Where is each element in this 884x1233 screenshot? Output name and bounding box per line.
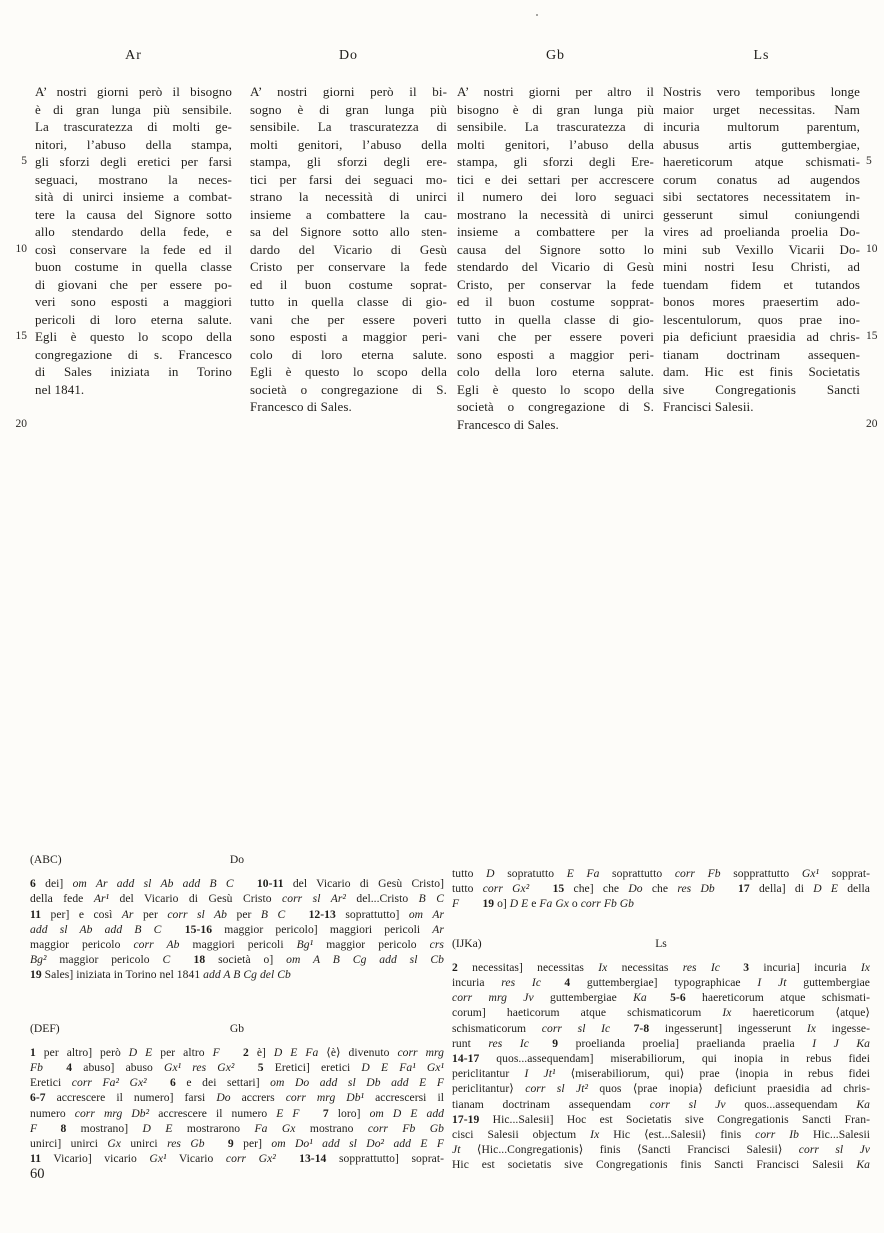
apparatus-line: unirci] unirci Gx unirci res Gb 9 per] om Do¹ add sl Do² add E F	[30, 1137, 444, 1151]
text-line: mini sub Vexillo Vicarii Do-	[663, 241, 860, 257]
text-line: Egli è questo lo scopo della	[35, 329, 232, 344]
apparatus-line: tutto corr Gx² 15 che] che Do che res Db 17 della] di D E della	[452, 882, 870, 896]
page-number: 60	[30, 1166, 45, 1182]
text-line: Francisci Salesii.	[663, 399, 754, 414]
line-number-marker: 15	[866, 330, 878, 342]
text-line: tutto in quella classe di gio-	[457, 311, 654, 327]
text-line: corum conatus ad augendos	[663, 171, 860, 187]
apparatus-line: add sl Ab add B C 15-16 maggior pericolo] maggiori pericoli Ar	[30, 922, 444, 936]
text-line: sibi sectatores necessitatem in-	[663, 189, 860, 204]
text-line: il numero dei loro seguaci	[457, 189, 654, 204]
line-number-marker: 10	[866, 242, 878, 255]
text-line: bisogno è di gran lunga più	[457, 101, 654, 117]
text-column-Ar	[15, 48, 232, 430]
text-line: stampa, gli sforzi degli ere-	[250, 154, 447, 169]
apparatus-base-siglum: Ls	[655, 936, 667, 950]
line-number-marker: 15	[15, 330, 27, 342]
text-line: bonos mores praesertim ado-	[663, 294, 860, 309]
text-line: tianam doctrinam assequen-	[663, 346, 860, 362]
text-line: così conservare la fede ed il	[35, 241, 232, 257]
apparatus-line: cisci Salesii objectum Ix Hic ⟨est...Salesii⟩ finis corr Ib Hic...Salesii	[452, 1128, 870, 1142]
apparatus-section-header	[30, 852, 444, 867]
apparatus-line: 11 Vicario] vicario Gx¹ Vicario corr Gx² 13-14 sopprattutto] soprat-	[30, 1152, 444, 1166]
text-line: veri sono esposti a maggiori	[35, 294, 232, 309]
text-line: molti genitori, l’abuso della	[457, 136, 654, 152]
text-line: società o congregazione di S.	[457, 399, 654, 414]
text-line: tici per farsi dei seguaci mo-	[250, 171, 447, 187]
text-line: sa del Signore sotto allo sten-	[250, 224, 447, 239]
apparatus-base-siglum: Gb	[229, 1021, 245, 1035]
apparatus-line: 17-19 Hic...Salesii] Hoc est Societatis sive Congregationis Sancti Fran-	[452, 1112, 870, 1126]
apparatus-section-ABC	[30, 852, 444, 983]
text-line: strano la necessità di unirci	[250, 189, 447, 204]
apparatus-section-header	[30, 1021, 444, 1036]
text-line: La trascuratezza di molti ge-	[35, 119, 232, 134]
text-line: incuria multorum parentum,	[663, 119, 860, 134]
text-line: vani che per essere poveri	[250, 311, 447, 327]
apparatus-section-header	[452, 936, 870, 951]
text-line: causa del Signore sotto lo	[457, 241, 654, 257]
text-line: lescentulorum, quos prae ino-	[663, 311, 860, 327]
text-line: tici e dei settari per accrescere	[457, 171, 654, 187]
text-line: Cristo per conservare la fede	[250, 259, 447, 274]
text-line: insieme a combattere per la	[457, 224, 654, 239]
column-siglum-Ar: Ar	[125, 48, 142, 63]
text-column-Gb	[457, 48, 654, 433]
text-line: tutto in quella classe di gio-	[250, 294, 447, 309]
text-line: congregazione di s. Francesco	[35, 346, 232, 362]
text-line: colo di loro eterna salute.	[250, 346, 447, 362]
text-line: sive Congregationis Sancti	[663, 381, 860, 397]
apparatus-line: Eretici corr Fa² Gx² 6 e dei settari] om Do add sl Db add E F	[30, 1076, 444, 1090]
apparatus-line: tutto D sopratutto E Fa soprattutto corr Fb sopprattutto Gx¹ sopprat-	[452, 867, 870, 880]
text-line: haereticorum atque schismati-	[663, 154, 860, 169]
text-line: mini nostri Iesu Christi, ad	[663, 259, 860, 274]
witness-group-label: (DEF)	[30, 1021, 60, 1035]
apparatus-column-left	[30, 852, 444, 1166]
apparatus-line: Jt ⟨Hic...Congregationis⟩ finis ⟨Sancti Francisci Salesii⟩ corr sl Jv	[452, 1143, 870, 1157]
text-line: sità di unirci insieme a combat-	[35, 189, 232, 204]
apparatus-line: Hic est societatis sive Congregationis finis Sancti Francisci Salesii Ka	[452, 1158, 870, 1172]
text-line: gli sforzi degli eretici per farsi	[35, 154, 232, 169]
line-number-marker: 20	[866, 417, 878, 430]
text-line: colo della loro eterna salute.	[457, 364, 654, 379]
text-line: nel 1841.	[35, 381, 85, 397]
text-line: ed il buon costume sopprat-	[457, 294, 654, 309]
print-speck	[536, 14, 538, 16]
text-line: A’ nostri giorni però il bi-	[250, 84, 447, 99]
apparatus-line: 19 Sales] iniziata in Torino nel 1841 add A B Cg del Cb	[30, 968, 291, 982]
apparatus-line: della fede Ar¹ del Vicario di Gesù Cristo corr sl Ar² del...Cristo B C	[30, 892, 445, 906]
text-line: società o congregazione di S.	[250, 381, 447, 397]
apparatus-column-right	[452, 866, 870, 1173]
apparatus-line: 11 per] e così Ar per corr sl Ab per B C 12-13 soprattutto] om Ar	[30, 907, 445, 921]
text-line: dardo del Vicario di Gesù	[250, 241, 447, 257]
apparatus-line: tianam doctrinam assequendam corr sl Jv quos...assequendam Ka	[452, 1097, 870, 1111]
text-line: di giovani che per essere po-	[35, 276, 232, 292]
apparatus-line: F 19 o] D E e Fa Gx o corr Fb Gb	[452, 897, 635, 911]
text-line: è di gran lunga più sensibile.	[35, 101, 232, 117]
text-line: Egli è questo lo scopo della	[457, 381, 654, 397]
apparatus-section-IJKa	[452, 936, 870, 1173]
text-line: stampa, gli sforzi degli Ere-	[457, 154, 654, 169]
text-line: maior urget necessitas. Nam	[663, 101, 860, 117]
text-line: tere la causa del Signore sotto	[35, 206, 232, 222]
text-line: molti genitori, l’abuso della	[250, 136, 447, 152]
text-line: seguaci, mostrano la neces-	[35, 171, 232, 187]
text-line: pericoli di loro eterna salute.	[35, 311, 232, 327]
apparatus-line: 6-7 accrescere il numero] farsi Do accrers corr mrg Db¹ accrescersi il	[30, 1091, 444, 1105]
text-line: vani che per essere poveri	[457, 329, 654, 344]
apparatus-line: 14-17 quos...assequendam] miserabiliorum, qui inopia in rebus fidei	[452, 1052, 870, 1066]
text-line: di Sales iniziata in Torino	[35, 364, 232, 379]
text-line: Francesco di Sales.	[250, 399, 352, 414]
text-line: Francesco di Sales.	[457, 416, 559, 432]
apparatus-line: maggior pericolo corr Ab maggiori pericoli Bg¹ maggior pericolo crs	[30, 938, 444, 951]
text-line: sensibile. La trascuratezza di	[457, 119, 654, 134]
apparatus-section-DEF	[30, 1021, 444, 1167]
text-line: Cristo, per conservar la fede	[457, 276, 654, 292]
text-line: sono esposti a maggior peri-	[250, 329, 447, 344]
apparatus-line: F 8 mostrano] D E mostrarono Fa Gx mostrano corr Fb Gb	[30, 1121, 445, 1135]
text-line: pia deficiunt praesidia ad chris-	[663, 329, 860, 344]
apparatus-line: periclitantur I Jt¹ ⟨miserabiliorum, qui⟩ prae ⟨inopia in rebus fidei	[452, 1067, 870, 1081]
apparatus-line: numero corr mrg Db² accrescere il numero E F 7 loro] om D E add	[30, 1106, 445, 1120]
apparatus-section-continued	[452, 866, 870, 912]
text-line: dam. Hic est finis Societatis	[663, 364, 860, 379]
text-column-Ls	[663, 48, 878, 430]
text-line: ed il buon costume soprat-	[250, 276, 447, 292]
apparatus-line: Fb 4 abuso] abuso Gx¹ res Gx² 5 Eretici] eretici D E Fa¹ Gx¹	[30, 1061, 444, 1074]
apparatus-line: incuria res Ic 4 guttembergiae] typographicae I Jt guttembergiae	[452, 976, 870, 989]
text-line: Nostris vero temporibus longe	[663, 84, 860, 99]
text-line: stendardo del Vicario di Gesù	[457, 259, 654, 274]
text-line: buon costume in quella classe	[35, 259, 232, 274]
apparatus-line: runt res Ic 9 proelianda proelia] praelianda praelia I J Ka	[452, 1036, 870, 1050]
apparatus-line: Bg² maggior pericolo C 18 società o] om A B Cg add sl Cb	[30, 953, 444, 967]
witness-group-label: (ABC)	[30, 853, 62, 866]
apparatus-line: 1 per altro] però D E per altro F 2 è] D E Fa ⟨è⟩ divenuto corr mrg	[30, 1045, 444, 1059]
apparatus-base-siglum: Do	[229, 853, 245, 866]
text-line: abusus artis guttembergiae,	[663, 136, 860, 152]
column-siglum-Ls: Ls	[753, 48, 770, 63]
apparatus-line: schismaticorum corr sl Ic 7-8 ingesserunt] ingesserunt Ix ingesse-	[452, 1021, 871, 1035]
text-line: tuendam fidem et tutandos	[663, 276, 860, 292]
text-line: sensibile. La trascuratezza di	[250, 119, 447, 134]
apparatus-line: 6 dei] om Ar add sl Ab add B C 10-11 del Vicario di Gesù Cristo]	[30, 877, 444, 891]
text-line: sono esposti a maggior peri-	[457, 346, 654, 362]
text-line: mostrano la necessità di unirci	[457, 206, 654, 222]
text-line: gesserunt simul coniungendi	[663, 206, 860, 222]
text-line: A’ nostri giorni però il bisogno	[35, 84, 232, 99]
text-line: insieme a combattere la cau-	[250, 206, 447, 222]
apparatus-line: corr mrg Jv guttembergiae Ka 5-6 haereticorum atque schismati-	[452, 991, 871, 1005]
line-number-marker: 10	[15, 242, 27, 255]
apparatus-line: periclitantur⟩ corr sl Jt² quos ⟨prae inopia⟩ deficiunt praesidia ad chris-	[452, 1082, 871, 1096]
column-siglum-Gb: Gb	[545, 48, 566, 63]
text-line: sogno è di gran lunga più	[250, 101, 447, 117]
line-number-marker: 5	[21, 155, 27, 167]
witness-group-label: (IJKa)	[452, 936, 482, 950]
column-siglum-Do: Do	[338, 48, 359, 63]
apparatus-line: 2 necessitas] necessitas Ix necessitas res Ic 3 incuria] incuria Ix	[452, 960, 870, 974]
text-column-Do	[250, 48, 447, 416]
line-number-marker: 5	[866, 155, 872, 167]
line-number-marker: 20	[15, 417, 27, 430]
text-line: allo stendardo della fede, e	[35, 224, 232, 239]
text-line: vires ad proelianda proelia Do-	[663, 224, 860, 239]
apparatus-line: corum] haeticorum atque schismaticorum Ix haereticorum ⟨atque⟩	[452, 1006, 870, 1020]
text-line: nitori, l’abuso della stampa,	[35, 136, 232, 152]
text-line: Egli è questo lo scopo della	[250, 364, 447, 379]
text-line: A’ nostri giorni per altro il	[457, 84, 654, 99]
